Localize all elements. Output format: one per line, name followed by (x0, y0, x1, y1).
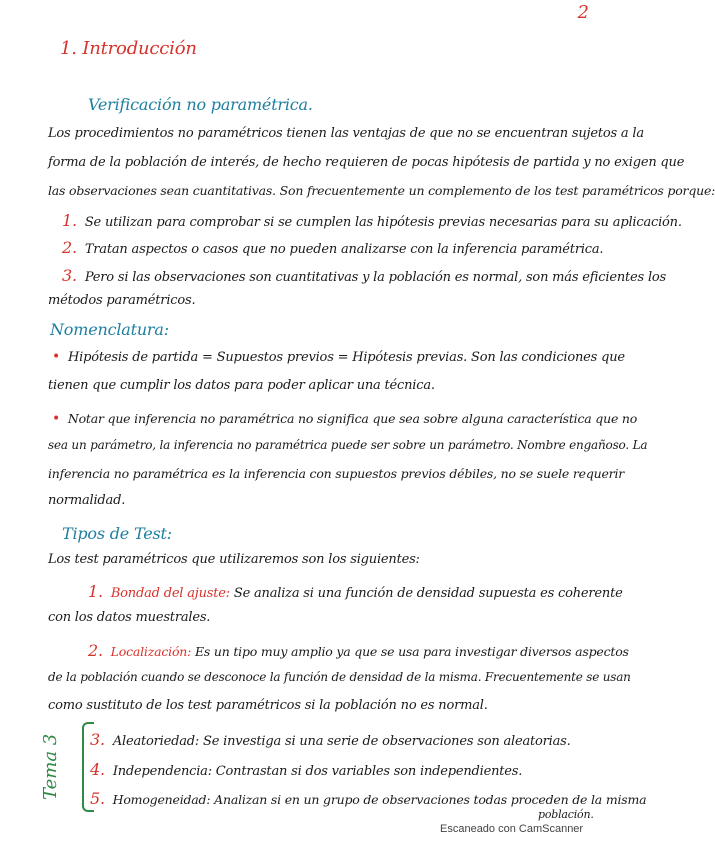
tipos-heading: Tipos de Test: (62, 524, 172, 543)
nomenclatura-heading: Nomenclatura: (50, 320, 169, 339)
test-type-item (88, 641, 629, 660)
bullet-dot-icon: • (52, 349, 61, 365)
page-number: 2 (577, 2, 589, 23)
bullet-text: Hipótesis de partida = Supuestos previos = Hipótesis previas. Son las condiciones que (68, 350, 625, 365)
bullet-continuation: sea un parámetro, la inferencia no paramétrica puede ser sobre un parámetro. Nombre engañoso. La (48, 438, 648, 452)
bullet-dot-icon: • (52, 411, 61, 427)
test-type-item (90, 760, 522, 779)
list-item (62, 211, 682, 230)
test-type-item (90, 789, 646, 808)
list-item-text: Se utilizan para comprobar si se cumplen las hipótesis previas necesarias para su aplicación. (84, 215, 682, 230)
list-item-continuation: métodos paramétricos. (48, 293, 196, 308)
test-type-number: 3. (90, 730, 105, 749)
test-type-label: Bondad del ajuste: (110, 586, 230, 601)
bullet-item (52, 411, 637, 427)
camscanner-watermark: Escaneado con CamScanner (440, 823, 584, 835)
test-type-item (90, 730, 571, 749)
test-type-text: Independencia: Contrastan si dos variables son independientes. (112, 764, 523, 779)
test-type-text: Homogeneidad: Analizan si en un grupo de observaciones todas proceden de la misma (112, 792, 647, 807)
test-type-text: Es un tipo muy amplio ya que se usa para investigar diversos aspectos (194, 644, 629, 659)
section-number: 1. (60, 38, 77, 59)
test-type-text: Aleatoriedad: Se investiga si una serie de observaciones son aleatorias. (112, 734, 571, 749)
paragraph-line: las observaciones sean cuantitativas. Son frecuentemente un complemento de los test paramétricos porque: (48, 183, 715, 198)
test-type-continuation: como sustituto de los test paramétricos si la población no es normal. (48, 698, 488, 713)
test-type-continuation: de la población cuando se desconoce la función de densidad de la misma. Frecuentemente se usan (48, 670, 631, 684)
test-type-item (88, 582, 623, 601)
list-item-number: 3. (62, 266, 77, 285)
list-item-text: Tratan aspectos o casos que no pueden analizarse con la inferencia paramétrica. (84, 242, 604, 257)
test-type-number: 4. (90, 760, 105, 779)
tema-label: Tema 3 (40, 733, 61, 800)
paragraph-line: Los procedimientos no paramétricos tienen las ventajas de que no se encuentran sujetos a la (48, 126, 644, 141)
bullet-continuation: tienen que cumplir los datos para poder aplicar una técnica. (48, 378, 435, 393)
list-item-number: 1. (62, 211, 77, 230)
section-title (60, 38, 197, 59)
section-title-text: Introducción (82, 38, 197, 59)
paragraph-line: Los test paramétricos que utilizaremos son los siguientes: (48, 552, 420, 567)
list-item (62, 238, 603, 257)
test-type-label: Localización: (110, 644, 192, 659)
list-item-text: Pero si las observaciones son cuantitativas y la población es normal, son más eficientes los (84, 270, 666, 285)
list-item (62, 266, 666, 285)
verificacion-heading: Verificación no paramétrica. (88, 95, 313, 114)
bullet-item (52, 349, 625, 365)
test-type-continuation: con los datos muestrales. (48, 610, 211, 625)
paragraph-line: forma de la población de interés, de hecho requieren de pocas hipótesis de partida y no exigen que (48, 155, 685, 170)
test-type-continuation: población. (538, 808, 594, 821)
list-item-number: 2. (62, 238, 77, 257)
bullet-continuation: inferencia no paramétrica es la inferencia con supuestos previos débiles, no se suele requerir (48, 466, 625, 481)
test-type-text: Se analiza si una función de densidad supuesta es coherente (233, 586, 623, 601)
test-type-number: 1. (88, 582, 103, 601)
bullet-continuation: normalidad. (48, 493, 126, 508)
test-type-number: 2. (88, 641, 103, 660)
test-type-number: 5. (90, 789, 105, 808)
bullet-text: Notar que inferencia no paramétrica no significa que sea sobre alguna característica que no (67, 411, 638, 426)
